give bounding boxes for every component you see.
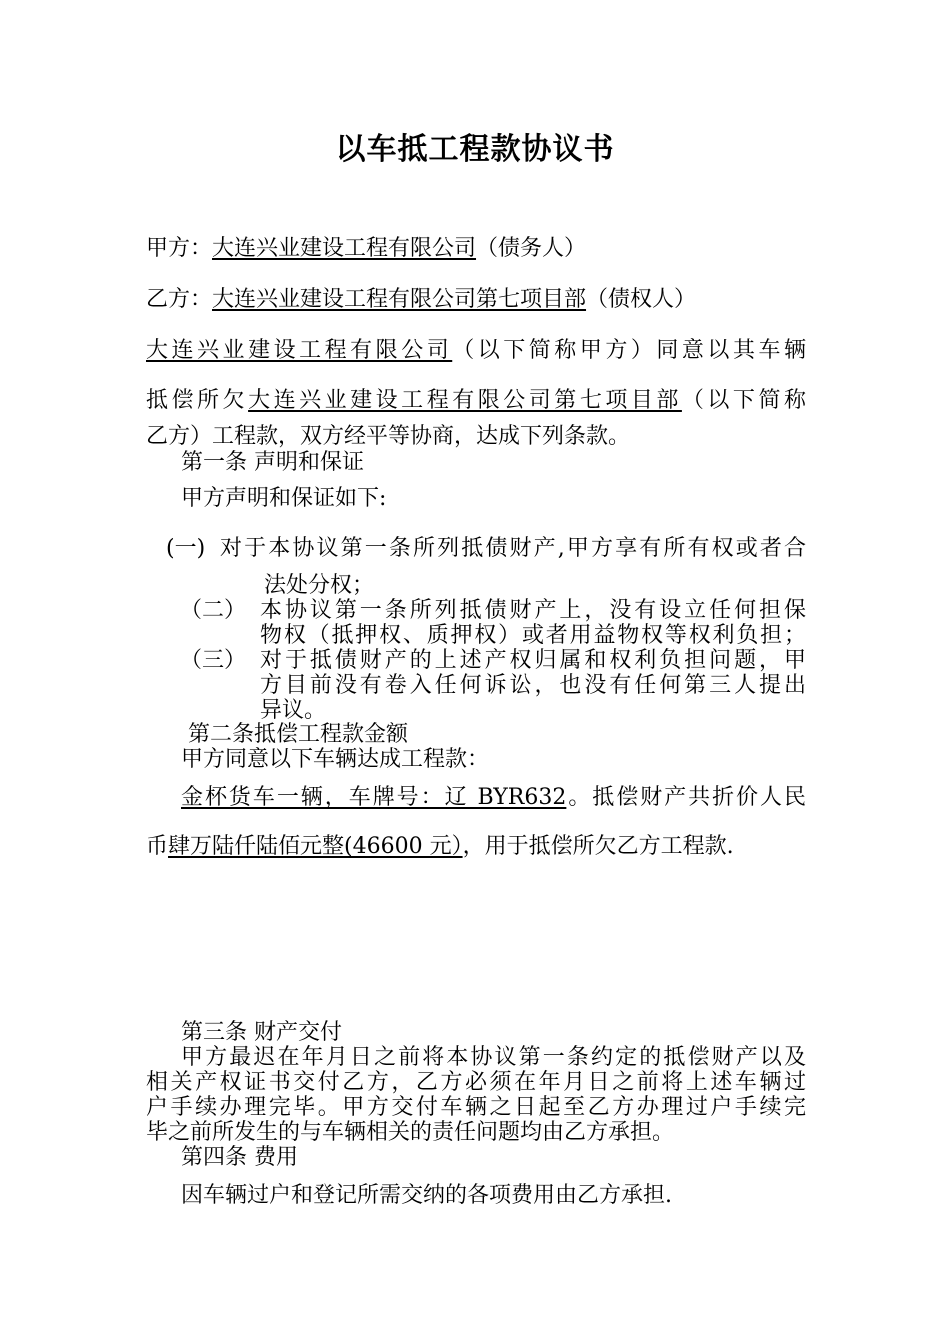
article1-item1-line1: 对于本协议第一条所列抵债财产,甲方享有所有权或者合 [220, 536, 806, 561]
article1-item2-line2: 物权（抵押权、质押权）或者用益物权等权利负担； [260, 623, 806, 648]
party-a-label: 甲方： [146, 236, 213, 261]
party-b-role: （债权人） [586, 287, 697, 312]
article4-heading: 第四条 费用 [181, 1145, 298, 1170]
article3-line4: 毕之前所发生的与车辆相关的责任问题均由乙方承担。 [146, 1120, 675, 1145]
article2-text-2-post: ，用于抵偿所欠乙方工程款. [462, 834, 734, 859]
party-b-line [146, 287, 696, 313]
article3-heading: 第三条 财产交付 [181, 1020, 342, 1045]
article2-line1 [181, 785, 806, 811]
party-a-name: 大连兴业建设工程有限公司 [212, 236, 477, 261]
article1-item2-num: （二） [180, 598, 247, 623]
party-a-line [146, 236, 586, 262]
intro-company-b: 大连兴业建设工程有限公司第七项目部 [248, 388, 682, 413]
article2-text-2-pre: 币 [146, 834, 169, 859]
article1-item3-line1: 对于抵债财产的上述产权归属和权利负担问题，甲 [260, 648, 806, 673]
article1-heading: 第一条 声明和保证 [181, 450, 364, 475]
article1-item3-num: （三） [180, 648, 247, 673]
article1-lead: 甲方声明和保证如下: [181, 486, 387, 511]
party-a-role: （债务人） [476, 236, 587, 261]
article1-item1-line2: 法处分权； [264, 573, 375, 598]
intro-line-2 [146, 388, 806, 414]
article3-line1: 甲方最迟在年月日之前将本协议第一条约定的抵偿财产以及 [181, 1045, 806, 1070]
intro-line-1 [146, 338, 806, 364]
party-b-name: 大连兴业建设工程有限公司第七项目部 [212, 287, 587, 312]
article2-heading: 第二条抵偿工程款金额 [188, 722, 409, 747]
article4-text: 因车辆过户和登记所需交纳的各项费用由乙方承担. [181, 1183, 672, 1208]
document-title: 以车抵工程款协议书 [335, 132, 615, 167]
article1-item3-line3: 异议。 [260, 698, 327, 723]
article2-lead: 甲方同意以下车辆达成工程款： [181, 747, 490, 772]
article2-vehicle: 金杯货车一辆，车牌号：辽 BYR632 [181, 785, 567, 810]
intro-text-1: （以下简称甲方）同意以其车辆 [452, 338, 806, 363]
party-b-label: 乙方： [146, 287, 213, 312]
article1-item2-line1: 本协议第一条所列抵债财产上，没有设立任何担保 [260, 598, 806, 623]
article2-text-1: 。抵偿财产共折价人民 [566, 785, 806, 810]
article2-line2 [146, 834, 734, 860]
intro-text-2-post: （以下简称 [681, 388, 806, 413]
intro-line-3: 乙方）工程款，双方经平等协商，达成下列条款。 [146, 424, 631, 449]
article3-line3: 户手续办理完毕。甲方交付车辆之日起至乙方办理过户手续完 [146, 1095, 806, 1120]
intro-company-a: 大连兴业建设工程有限公司 [146, 338, 453, 363]
article2-amount: 肆万陆仟陆佰元整(46600 元） [168, 834, 463, 859]
article1-item3-line2: 方目前没有卷入任何诉讼，也没有任何第三人提出 [260, 673, 806, 698]
article3-line2: 相关产权证书交付乙方，乙方必须在年月日之前将上述车辆过 [146, 1070, 806, 1095]
intro-text-2-pre: 抵偿所欠 [146, 388, 249, 413]
article1-item1-num: (一) [166, 536, 206, 561]
